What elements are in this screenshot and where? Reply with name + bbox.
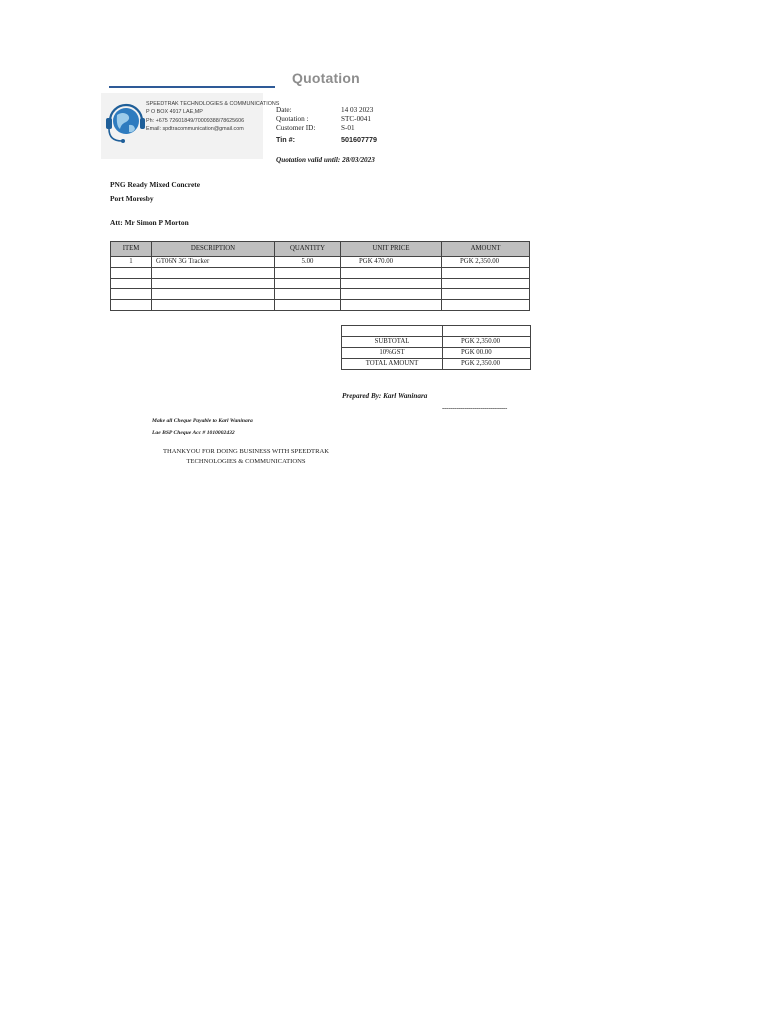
- gst-label: 10%GST: [342, 348, 443, 359]
- quantity-cell: [275, 300, 341, 311]
- header-unit-price: UNIT PRICE: [341, 242, 442, 257]
- quotation-label: Quotation :: [276, 115, 309, 123]
- unit-price-cell: [341, 278, 442, 289]
- amount-cell: [442, 289, 530, 300]
- amount-cell: [442, 278, 530, 289]
- header-description: DESCRIPTION: [152, 242, 275, 257]
- table-row: [111, 278, 530, 289]
- subtotal-value: PGK 2,350.00: [443, 337, 531, 348]
- table-row: [111, 257, 530, 268]
- company-email: Email: spdtracommunication@gmail.com: [146, 125, 244, 132]
- unit-price-cell: PGK 470.00: [341, 257, 442, 268]
- amount-cell: [442, 267, 530, 278]
- quantity-cell: [275, 278, 341, 289]
- item-cell: [111, 289, 152, 300]
- company-phone: Ph: +675 72601849/70009388/78625606: [146, 117, 245, 124]
- table-header-row: [111, 242, 530, 257]
- document-title: Quotation: [292, 70, 360, 86]
- item-cell: [111, 267, 152, 278]
- spacer-cell: [342, 326, 443, 337]
- thank-you-note: THANKYOU FOR DOING BUSINESS WITH SPEEDTRAK TECHNOLOGIES & COMMUNICATIONS: [162, 448, 329, 465]
- item-cell: 1: [111, 257, 152, 268]
- payment-instruction: Make all Cheque Payable to Karl Waninara: [152, 418, 253, 424]
- unit-price-cell: [341, 289, 442, 300]
- total-row: [342, 359, 531, 370]
- customer-id-value: S-01: [341, 124, 355, 132]
- bank-account: Lae BSP Cheque Acc # 1010002432: [152, 430, 235, 436]
- customer-id-label: Customer ID:: [276, 124, 316, 132]
- header-quantity: QUANTITY: [275, 242, 341, 257]
- total-value: PGK 2,350.00: [443, 359, 531, 370]
- quantity-cell: 5.00: [275, 257, 341, 268]
- description-cell: [152, 267, 275, 278]
- header-rule: [109, 86, 275, 88]
- company-name: SPEEDTRAK TECHNOLOGIES & COMMUNICATIONS: [146, 101, 280, 107]
- client-name: PNG Ready Mixed Concrete: [110, 180, 200, 189]
- item-cell: [111, 300, 152, 311]
- quotation-number: STC-0041: [341, 115, 371, 123]
- tin-label: Tin #:: [276, 135, 296, 144]
- signature-line: --------------------------------: [442, 404, 507, 412]
- description-cell: GT06N 3G Tracker: [152, 257, 275, 268]
- gst-row: [342, 348, 531, 359]
- subtotal-label: SUBTOTAL: [342, 337, 443, 348]
- client-attention: Att: Mr Simon P Morton: [110, 218, 189, 227]
- globe-headset-icon: [102, 95, 146, 150]
- spacer-cell: [443, 326, 531, 337]
- items-table: [110, 241, 530, 311]
- company-details: [146, 100, 279, 133]
- description-cell: [152, 289, 275, 300]
- table-row: [111, 300, 530, 311]
- header-item: ITEM: [111, 242, 152, 257]
- amount-cell: PGK 2,350.00: [442, 257, 530, 268]
- totals-table: [341, 325, 531, 370]
- tin-value: 501607779: [341, 135, 377, 144]
- subtotal-row: [342, 337, 531, 348]
- quantity-cell: [275, 267, 341, 278]
- prepared-by: Prepared By: Karl Waninara: [342, 392, 428, 400]
- table-row: [111, 289, 530, 300]
- unit-price-cell: [341, 300, 442, 311]
- client-city: Port Moresby: [110, 194, 154, 203]
- quantity-cell: [275, 289, 341, 300]
- date-value: 14 03 2023: [341, 106, 374, 114]
- gst-value: PGK 00.00: [443, 348, 531, 359]
- amount-cell: [442, 300, 530, 311]
- description-cell: [152, 300, 275, 311]
- total-label: TOTAL AMOUNT: [342, 359, 443, 370]
- table-row: [111, 267, 530, 278]
- item-cell: [111, 278, 152, 289]
- company-address: P O BOX 4917 LAE,MP: [146, 109, 203, 116]
- description-cell: [152, 278, 275, 289]
- valid-until: Quotation valid until: 28/03/2023: [276, 156, 375, 164]
- unit-price-cell: [341, 267, 442, 278]
- date-label: Date:: [276, 106, 292, 114]
- totals-spacer-row: [342, 326, 531, 337]
- header-amount: AMOUNT: [442, 242, 530, 257]
